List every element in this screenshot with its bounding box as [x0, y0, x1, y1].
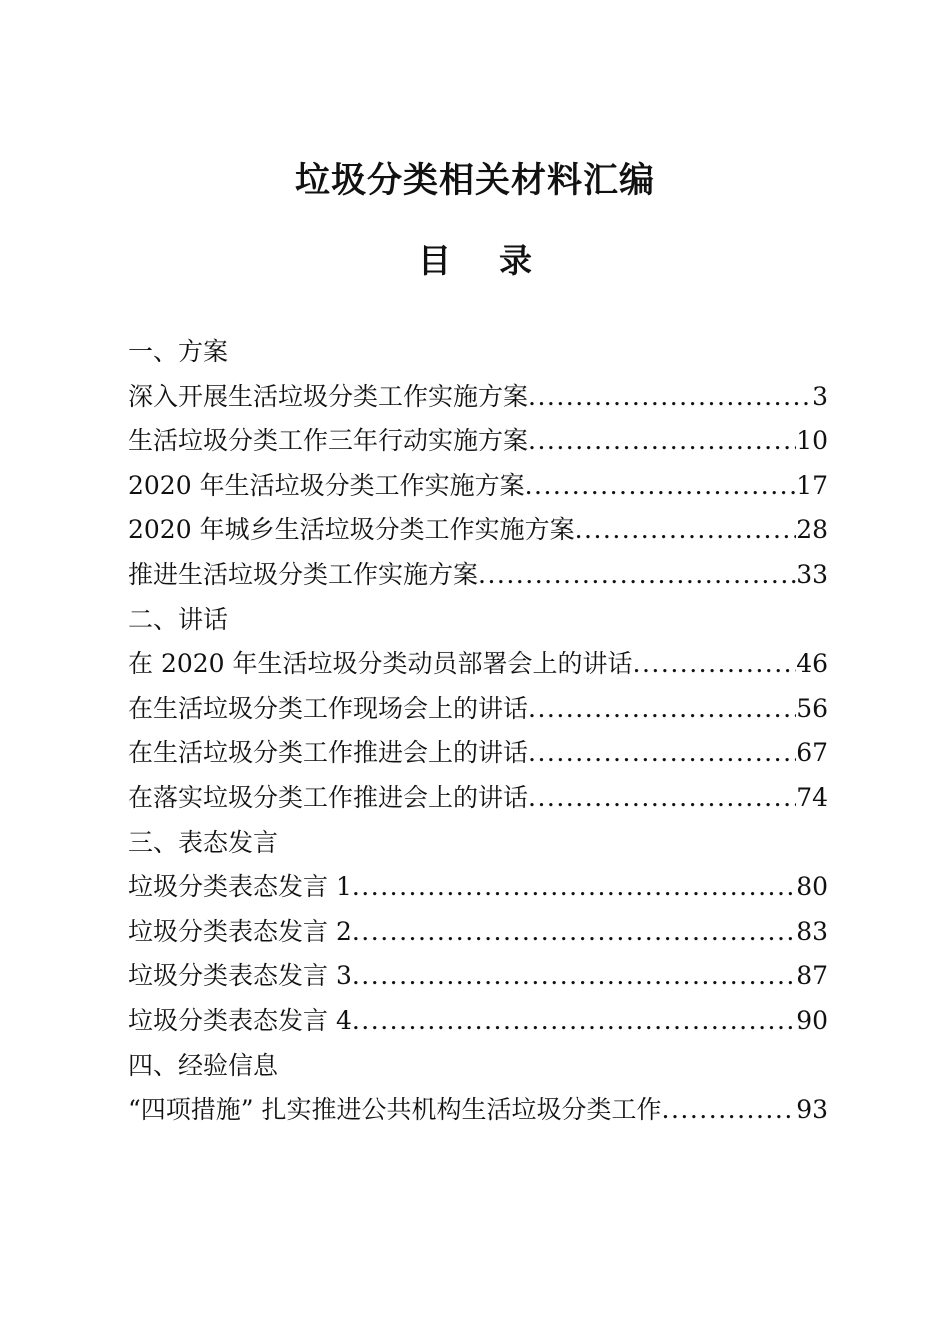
- toc-entry[interactable]: [128, 642, 828, 687]
- toc-entry-label: 生活垃圾分类工作三年行动实施方案: [128, 426, 529, 456]
- toc-entry[interactable]: [128, 954, 828, 999]
- dot-leader: [352, 910, 796, 955]
- table-of-contents: [128, 330, 828, 1133]
- toc-entry-page: 46: [796, 649, 828, 679]
- toc-entry[interactable]: [128, 999, 828, 1044]
- toc-entry-label: 垃圾分类表态发言 3: [128, 961, 352, 991]
- toc-entry[interactable]: [128, 375, 828, 420]
- toc-entry-label: 深入开展生活垃圾分类工作实施方案: [128, 381, 529, 411]
- dot-leader: [528, 687, 796, 732]
- toc-entry[interactable]: [128, 776, 828, 821]
- toc-entry-label: 垃圾分类表态发言 2: [128, 916, 352, 946]
- toc-entry-label: 2020 年生活垃圾分类工作实施方案: [128, 470, 525, 500]
- dot-leader: [525, 464, 797, 509]
- document-title: 垃圾分类相关材料汇编: [294, 160, 655, 201]
- toc-entry[interactable]: [128, 464, 828, 509]
- dot-leader: [633, 642, 797, 687]
- toc-entry-page: 80: [796, 872, 828, 902]
- toc-entry-label: 在 2020 年生活垃圾分类动员部署会上的讲话: [128, 649, 633, 679]
- dot-leader: [575, 508, 797, 553]
- section-heading: 二、讲话: [128, 604, 229, 634]
- section-heading: 三、表态发言: [128, 827, 279, 857]
- toc-entry-page: 3: [812, 381, 828, 411]
- toc-entry-label: 在生活垃圾分类工作现场会上的讲话: [128, 693, 529, 723]
- toc-entry-page: 33: [796, 559, 828, 589]
- dot-leader: [352, 865, 796, 910]
- toc-entry-label: 垃圾分类表态发言 4: [128, 1005, 352, 1035]
- dot-leader: [528, 731, 796, 776]
- toc-entry-page: 56: [796, 693, 828, 723]
- toc-entry-label: 2020 年城乡生活垃圾分类工作实施方案: [128, 515, 575, 545]
- toc-entry-label: 在落实垃圾分类工作推进会上的讲话: [128, 782, 529, 812]
- toc-entry[interactable]: [128, 553, 828, 598]
- toc-entry-page: 74: [796, 782, 828, 812]
- dot-leader: [352, 999, 796, 1044]
- toc-entry[interactable]: [128, 910, 828, 955]
- section-heading: 一、方案: [128, 337, 229, 366]
- toc-entry[interactable]: [128, 865, 828, 910]
- toc-entry-label: 推进生活垃圾分类工作实施方案: [128, 559, 479, 589]
- dot-leader: [528, 776, 796, 821]
- toc-entry[interactable]: [128, 687, 828, 732]
- toc-entry-page: 67: [796, 738, 828, 768]
- toc-entry-page: 87: [796, 961, 828, 991]
- dot-leader: [352, 954, 796, 999]
- dot-leader: [478, 553, 796, 598]
- toc-entry[interactable]: [128, 508, 828, 553]
- toc-entry[interactable]: [128, 731, 828, 776]
- section-heading: 四、经验信息: [128, 1050, 279, 1080]
- dot-leader: [528, 375, 812, 420]
- toc-heading: 目录: [418, 241, 580, 280]
- dot-leader: [528, 419, 796, 464]
- toc-entry-page: 83: [796, 916, 828, 946]
- toc-entry-label: 在生活垃圾分类工作推进会上的讲话: [128, 738, 529, 768]
- toc-entry[interactable]: [128, 419, 828, 464]
- dot-leader: [662, 1088, 797, 1133]
- toc-entry-label: “四项措施” 扎实推进公共机构生活垃圾分类工作: [128, 1095, 662, 1125]
- toc-entry-page: 93: [796, 1095, 828, 1125]
- toc-entry-page: 10: [796, 426, 828, 456]
- toc-entry-label: 垃圾分类表态发言 1: [128, 872, 352, 902]
- toc-entry-page: 17: [796, 470, 828, 500]
- toc-entry-page: 28: [796, 515, 828, 545]
- toc-entry-page: 90: [796, 1005, 828, 1035]
- toc-entry[interactable]: [128, 1088, 828, 1133]
